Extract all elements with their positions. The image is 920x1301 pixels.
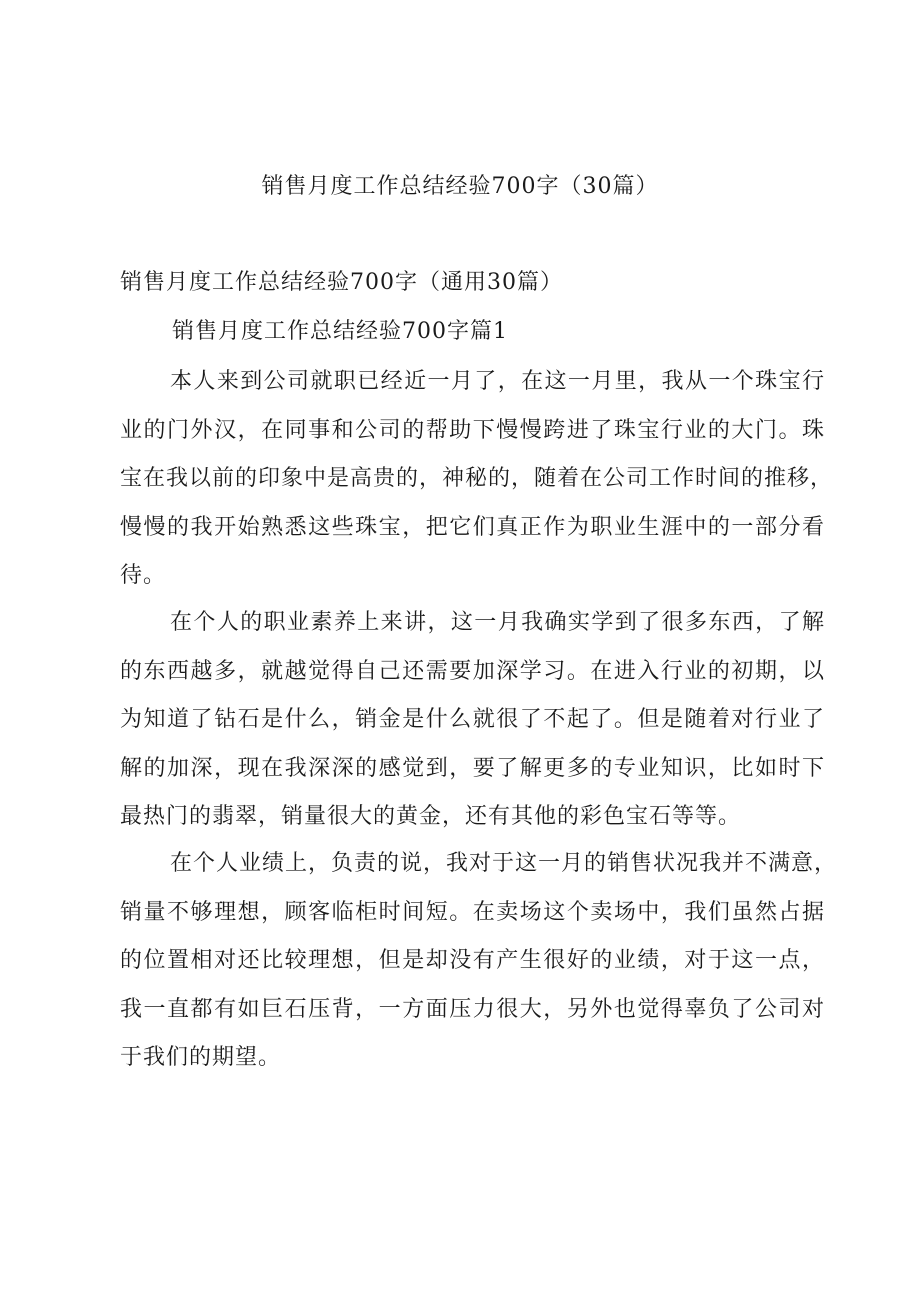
paragraph-line: 的位置相对还比较理想，但是却没有产生很好的业绩，对于这一点， bbox=[120, 948, 825, 973]
paragraph-line: 慢慢的我开始熟悉这些珠宝，把它们真正作为职业生涯中的一部分看 bbox=[120, 514, 825, 540]
paragraph-line: 最热门的翡翠，销量很大的黄金，还有其他的彩色宝石等等。 bbox=[120, 804, 742, 829]
section-heading: 销售月度工作总结经验700字篇1 bbox=[172, 319, 508, 344]
paragraph-line: 本人来到公司就职已经近一月了，在这一月里，我从一个珠宝行 bbox=[170, 369, 825, 394]
paragraph-line: 我一直都有如巨石压背，一方面压力很大，另外也觉得辜负了公司对 bbox=[120, 996, 825, 1022]
paragraph-line: 于我们的期望。 bbox=[120, 1045, 282, 1070]
paragraph bbox=[120, 840, 838, 1083]
paragraph-line: 在个人业绩上，负责的说，我对于这一月的销售状况我并不满意， bbox=[170, 851, 838, 876]
paragraph-line: 业的门外汉，在同事和公司的帮助下慢慢跨进了珠宝行业的大门。珠 bbox=[120, 417, 825, 443]
paragraph-line: 宝在我以前的印象中是高贵的，神秘的，随着在公司工作时间的推移， bbox=[120, 466, 834, 491]
paragraph bbox=[120, 599, 825, 842]
paragraph-line: 在个人的职业素养上来讲，这一月我确实学到了很多东西，了解 bbox=[170, 610, 825, 635]
paragraph-line: 待。 bbox=[120, 563, 167, 588]
paragraph-line: 解的加深，现在我深深的感觉到，要了解更多的专业知识，比如时下 bbox=[120, 755, 825, 781]
paragraph bbox=[120, 358, 834, 601]
paragraph-line: 为知道了钻石是什么，销金是什么就很了不起了。但是随着对行业了 bbox=[120, 707, 825, 732]
paragraph-line: 的东西越多，就越觉得自己还需要加深学习。在进入行业的初期，以 bbox=[120, 658, 825, 684]
paragraph-line: 销量不够理想，顾客临柜时间短。在卖场这个卖场中，我们虽然占据 bbox=[120, 899, 825, 925]
document-title: 销售月度工作总结经验700字（30篇） bbox=[261, 174, 659, 199]
document-subtitle: 销售月度工作总结经验700字（通用30篇） bbox=[120, 270, 563, 295]
